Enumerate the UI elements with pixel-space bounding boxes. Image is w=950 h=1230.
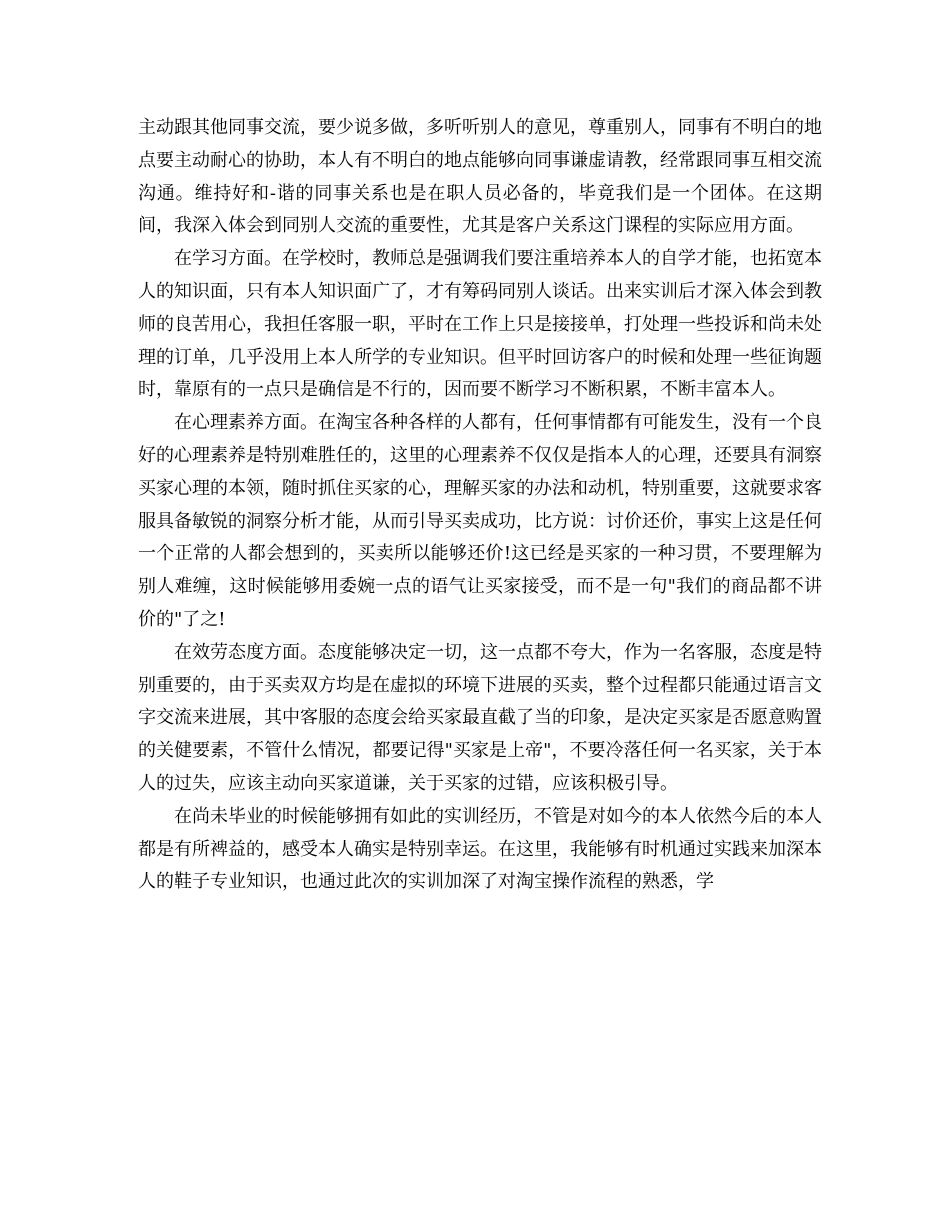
paragraph-service-attitude: 在效劳态度方面。态度能够决定一切，这一点都不夸大，作为一名客服，态度是特别重要的，由于买卖双方均是在虚拟的环境下进展的买卖，整个过程都只能通过语言文字交流来进展，其中客服的态度会给买家最直截了当的印象，是决定买家是否愿意购置的关健要素，不管什么情况，都要记得"买家是上帝"，不要冷落任何一名买家，关于本人的过失，应该主动向买家道谦，关于买家的过错，应该积极引导。 — [138, 641, 822, 794]
body-text — [138, 112, 822, 899]
paragraph-experience: 在尚未毕业的时候能够拥有如此的实训经历，不管是对如今的本人依然今后的本人都是有所裨益的，感受本人确实是特别幸运。在这里，我能够有时机通过实践来加深本人的鞋子专业知识，也通过此次的实训加深了对淘宝操作流程的熟悉，学 — [138, 805, 822, 893]
paragraph-psychology: 在心理素养方面。在淘宝各种各样的人都有，任何事情都有可能发生，没有一个良好的心理素养是特别难胜任的，这里的心理素养不仅仅是指本人的心理，还要具有洞察买家心理的本领，随时抓住买家的心，理解买家的办法和动机，特别重要，这就要求客服具备敏锐的洞察分析才能，从而引导买卖成功，比方说：讨价还价，事实上这是任何一个正常的人都会想到的，买卖所以能够还价!这已经是买家的一种习贯，不要理解为别人难缠，这时候能够用委婉一点的语气让买家接受，而不是一句"我们的商品都不讲价的"了之! — [138, 412, 822, 630]
paragraph-study: 在学习方面。在学校时，教师总是强调我们要注重培养本人的自学才能，也拓宽本人的知识面，只有本人知识面广了，才有筹码同别人谈话。出来实训后才深入体会到教师的良苦用心，我担任客服一职，平时在工作上只是接接单，打处理一些投诉和尚未处理的订单，几乎没用上本人所学的专业知识。但平时回访客户的时候和处理一些征询题时，靠原有的一点只是确信是不行的，因而要不断学习不断积累，不断丰富本人。 — [138, 248, 822, 401]
paragraph-colleague-communication: 主动跟其他同事交流，要少说多做，多听听别人的意见，尊重别人，同事有不明白的地点要主动耐心的协助，本人有不明白的地点能够向同事谦虚请教，经常跟同事互相交流沟通。维持好和-谐的同事关系也是在职人员必备的，毕竟我们是一个团体。在这期间，我深入体会到同别人交流的重要性，尤其是客户关系这门课程的实际应用方面。 — [138, 117, 822, 237]
